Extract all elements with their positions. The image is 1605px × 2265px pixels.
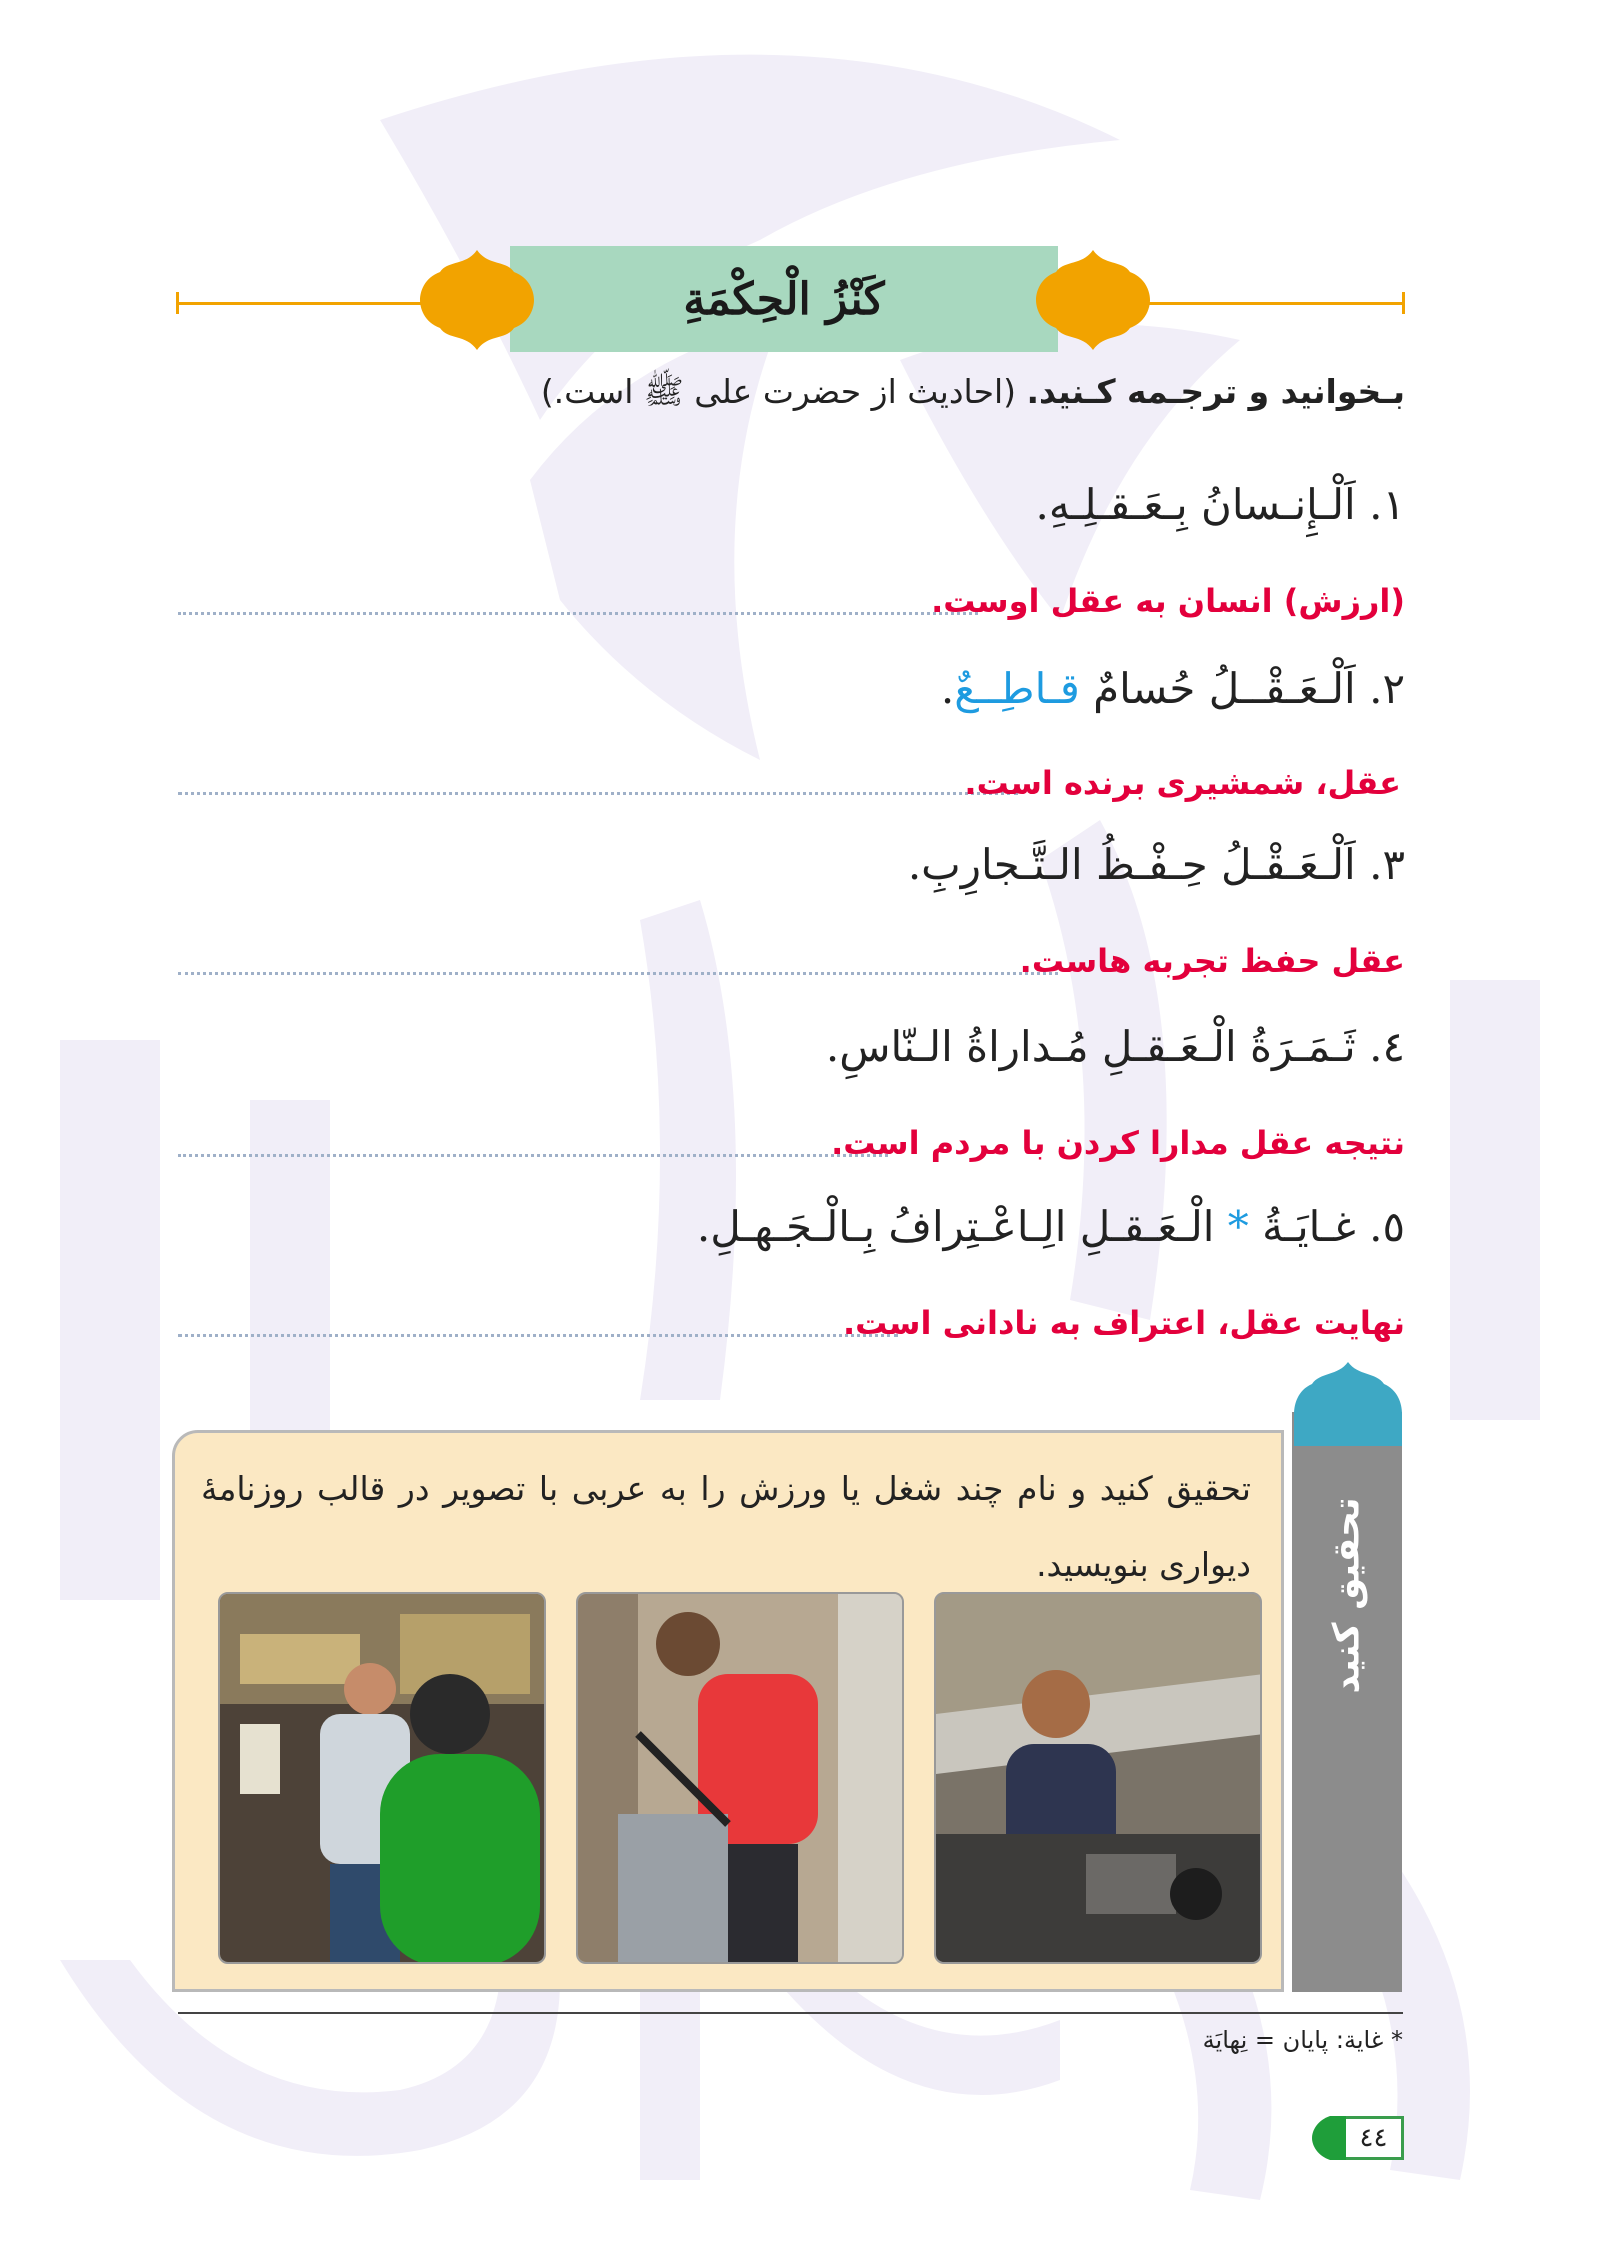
hadith-2 (941, 664, 1405, 713)
footnote-rule (178, 2012, 1403, 2014)
ornament-right-icon (1034, 248, 1152, 352)
header-rule-cap-right (1402, 292, 1405, 314)
research-badge-icon (1292, 1360, 1404, 1446)
page-tab-icon (1310, 2116, 1350, 2160)
hadith-tail: . (940, 664, 955, 713)
hadith-text: ٢. اَلْـعَـقْــلُ حُسامٌ (1079, 664, 1405, 713)
photo-car-mechanic (934, 1592, 1262, 1964)
page-number: ٤٤ (1346, 2116, 1404, 2160)
hadith-3 (908, 840, 1405, 889)
title-banner (510, 246, 1058, 352)
page-title: كَنْزُ الْحِكْمَةِ (683, 273, 885, 325)
photo-barber (218, 1592, 546, 1964)
answer-line (178, 972, 1058, 975)
photo-mechanic-red (576, 1592, 904, 1964)
instruction-bold: بـخوانید و ترجـمه کـنید. (1026, 372, 1405, 411)
footnote: * غایة: پایان = نِهایَة (1202, 2026, 1403, 2054)
hadith-highlight: قـاطِــعٌ (954, 664, 1080, 713)
answer-line (178, 792, 1018, 795)
hadith-4 (826, 1022, 1405, 1071)
answer-line (178, 612, 978, 615)
answer-3: عقل حفظ تجربه هاست. (1019, 942, 1405, 980)
hadith-text: ٣. اَلْـعَـقْـلُ حِـفْـظُ الـتَّـجارِبِ. (907, 840, 1405, 889)
hadith-text: ٥. غـايَـةُ (1248, 1202, 1405, 1251)
answer-line (178, 1154, 888, 1157)
hadith-text: ٤. ثَـمَـرَةُ الْـعَـقـلِ مُـداراةُ الـنّاسِ. (825, 1022, 1405, 1071)
hadith-text: ١. اَلْـإِنـسانُ بِـعَـقـلِـهِ. (1035, 480, 1405, 529)
hadith-5 (697, 1202, 1405, 1251)
header-rule-cap-left (176, 292, 179, 314)
answer-5: نهایت عقل، اعتراف به نادانی است. (843, 1304, 1405, 1342)
hadith-1 (1036, 480, 1405, 529)
hadith-highlight: * (1227, 1202, 1249, 1251)
answer-line (178, 1334, 898, 1337)
research-text: تحقیق کنید و نام چند شغل یا ورزش را به عربی با تصویر در قالب روزنامهٔ دیواری بنویسید. (201, 1469, 1251, 1584)
instruction-note: (احادیث از حضرت علی ﷺ است.) (540, 372, 1027, 411)
answer-2: عقل، شمشیری برنده است. (964, 764, 1401, 802)
research-label (1300, 1496, 1394, 1694)
instruction-line (541, 372, 1405, 420)
answer-1: (ارزش) انسان به عقل اوست. (931, 582, 1405, 620)
answer-4: نتیجه عقل مدارا کردن با مردم است. (831, 1124, 1405, 1162)
ornament-left-icon (418, 248, 536, 352)
hadith-tail: الْـعَـقـلِ الِـاعْـتِرافُ بِـالْـجَـهـلِ. (696, 1202, 1228, 1251)
research-label-text: تحقیق کنید (1326, 1496, 1368, 1694)
